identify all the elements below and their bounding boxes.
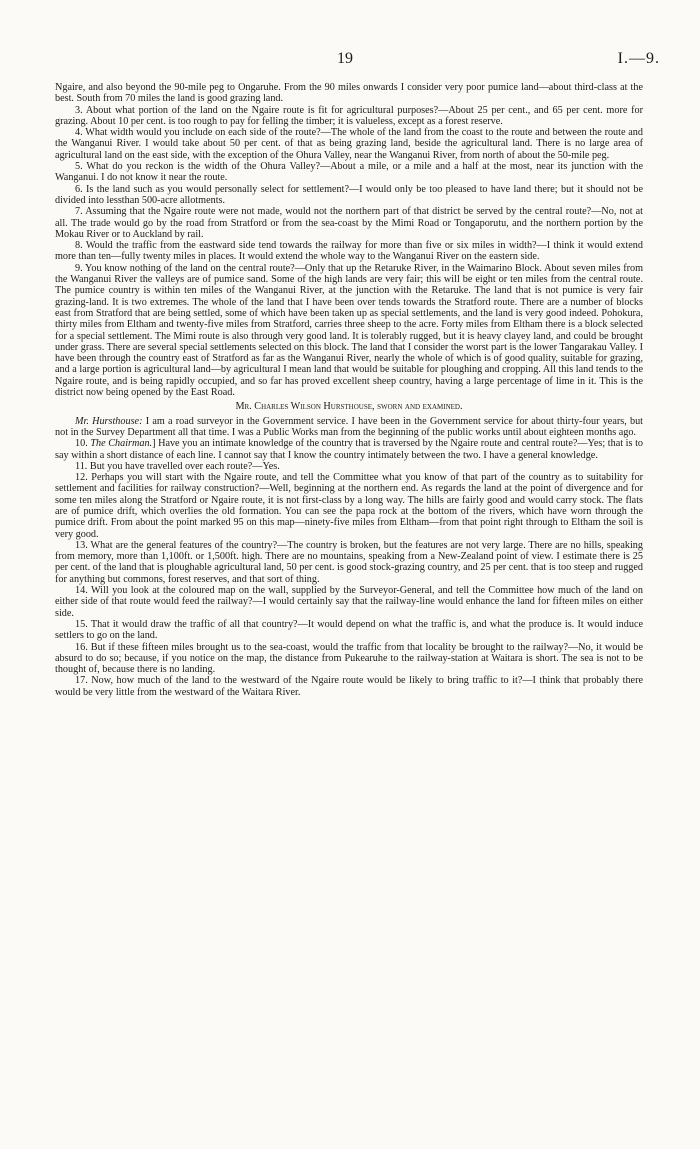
paragraph-q17: 17. Now, how much of the land to the westward of the Ngaire route would be likely to bring traffic to it?—I think that probably there would be very little from the westward of the Waitara River. — [55, 675, 643, 698]
paragraph-q3: 3. About what portion of the land on the Ngaire route is fit for agricultural purposes?—About 25 per cent., and 65 per cent. more for grazing. About 10 per cent. is too rough to pay for felling the timber; it is valueless, except as a forest reserve. — [55, 104, 643, 127]
paragraph-q9: 9. You know nothing of the land on the central route?—Only that up the Retaruke River, in the Waimarino Block. About seven miles from the Wanganui River the valleys are of pumice sand. Some of the high lands are very fair; this will be eight or ten miles from the central route. The pumice country is within ten miles of the Wanganui River, at the junction with the Retaruke. The land that is not pumice is very fair grazing-land. It is two extremes. The whole of the land that I have been over tends towards the Stratford route. There are a number of blocks east from Stratford that are being settled, some of which have been taken up as special settlements, and the land is very good indeed. Pohokura, thirty miles from Eltham and twenty-five miles from Stratford, carries three sheep to the acre. Forty miles from Eltham there is a block selected for a special settlement. The Mimi route is also through very good land. It is tolerably rugged, but it is heavy clayey land, and could be brought under grass. There are several special settlements selected on this block. The land that I consider the worst part is the lower Tangarakau Valley. I have been through the country east of Stratford as far as the Wanganui River, nearly the whole of which is of good quality, suitable for grazing, and a large portion is agricultural land—by agricultural I mean land that would be suitable for ploughing and cropping. All this land tends to the Ngaire route, and is being rapidly occupied, and so far has proved excellent sheep country, having a large percentage of lime in it. This is the district now being opened by the East Road. — [55, 262, 643, 399]
paragraph-q14: 14. Will you look at the coloured map on the wall, supplied by the Surveyor-General, and tell the Committee how much of the land on either side of that route would feed the railway?—I would certainly say that the railway-line would enhance the land for fifteen miles on either side. — [55, 585, 643, 619]
body-text — [55, 82, 643, 698]
paragraph-q5: 5. What do you reckon is the width of the Ohura Valley?—About a mile, or a mile and a half at the most, near its junction with the Wanganui. I do not know it near the route. — [55, 161, 643, 184]
paragraph-q15: 15. That it would draw the traffic of all that country?—It would depend on what the traffic is, and what the produce is. It would induce settlers to go on the land. — [55, 618, 643, 642]
document-reference: I.—9. — [617, 50, 660, 67]
paragraph-q4: 4. What width would you include on each side of the route?—The whole of the land from the coast to the route and between the route and the Wanganui River. I would take about 50 per cent. of that as being grazing land, beside the agricultural land. There is no large area of agricultural land on the east side, with the exception of the Ohura Valley, near the Wanganui River, from north of about the 50-mile peg. — [55, 127, 643, 161]
statement-text: I am a road surveyor in the Government service. I have been in the Government service for about thirty-four years, but not in the Survey Department all that time. I was a Public Works man from the beginning of the public works until about eighteen months ago. — [55, 415, 644, 438]
paragraph-q16: 16. But if these fifteen miles brought us to the sea-coast, would the traffic from that locality be brought to the railway?—No, it would be absurd to do so; because, if you notice on the map, the distance from Pukearuhe to the railway-station at Waitara is short. The sea is not to be thought of, because there is no landing. — [55, 641, 643, 676]
paragraph-q6: 6. Is the land such as you would personally select for settlement?—I would only be too pleased to have land there; but it should not be divided into lessthan 500-acre allotments. — [55, 183, 643, 206]
paragraph-q13: 13. What are the general features of the country?—The country is broken, but the features are not very large. There are no hills, speaking from memory, more than 1,100ft. or 1,500ft. high. There are no mountains, speaking from a New-Zealand point of view. I estimate there is 25 per cent. of the land that is ploughable agricultural land, 50 per cent. is good stock-grazing country, and 25 per cent. that is too steep and rugged for anything but commons, forest reserves, and that sort of thing. — [55, 539, 643, 585]
paragraph-q10 — [55, 438, 643, 461]
paragraph-q12: 12. Perhaps you will start with the Ngaire route, and tell the Committee what you know of that part of the country as to suitability for settlement and facilities for railway construction?—Well, beginning at the northern end. As regards the land at the point of divergence and for some ten miles along the Stratford or Ngaire route, it is not first-class by a long way. The hills are fairly good and would carry stock. The flats are of pumice drift, which overlies the old formation. You can see the papa rock at the bottom of the rivers, which have worn through the pumice drift. From about the point marked 95 on this map—ninety-five miles from Eltham—from that point right through to Eltham the soil is very good. — [55, 472, 643, 540]
paragraph-continuation: Ngaire, and also beyond the 90-mile peg to Ongaruhe. From the 90 miles onwards I consider very poor pumice land—about third-class at the best. South from 70 miles the land is good grazing land. — [55, 82, 643, 105]
question-text: ] Have you an intimate knowledge of the country that is traversed by the Ngaire route and central route?—Yes; that is to say within a short distance of each line. I cannot say that I know the country intimately between the two. I have a general knowledge. — [55, 438, 643, 461]
witness-heading: Mr. Charles Wilson Hursthouse, sworn and examined. — [235, 401, 463, 413]
page-header — [0, 50, 700, 72]
question-number: 10. — [75, 438, 91, 450]
paragraph-q8: 8. Would the traffic from the eastward side tend towards the railway for more than five or six miles in width?—I think it would extend more than ten—fully twenty miles in places. It would extend the whole way to the Wanganui River on the eastern side. — [55, 240, 643, 263]
speaker-name: Mr. Hursthouse: — [75, 415, 143, 427]
paragraph-witness-statement — [55, 416, 643, 439]
speaker-name: The Chairman. — [90, 438, 153, 450]
page-number: 19 — [337, 50, 353, 67]
paragraph-q11: 11. But you have travelled over each route?—Yes. — [75, 460, 280, 472]
paragraph-q7: 7. Assuming that the Ngaire route were not made, would not the northern part of that district be served by the central route?—No, not at all. The trade would go by the road from Stratford or from the sea-coast by the Mimi Road or Tongaporutu, and the northern portion by the Mokau River or to Auckland by rail. — [55, 206, 643, 240]
